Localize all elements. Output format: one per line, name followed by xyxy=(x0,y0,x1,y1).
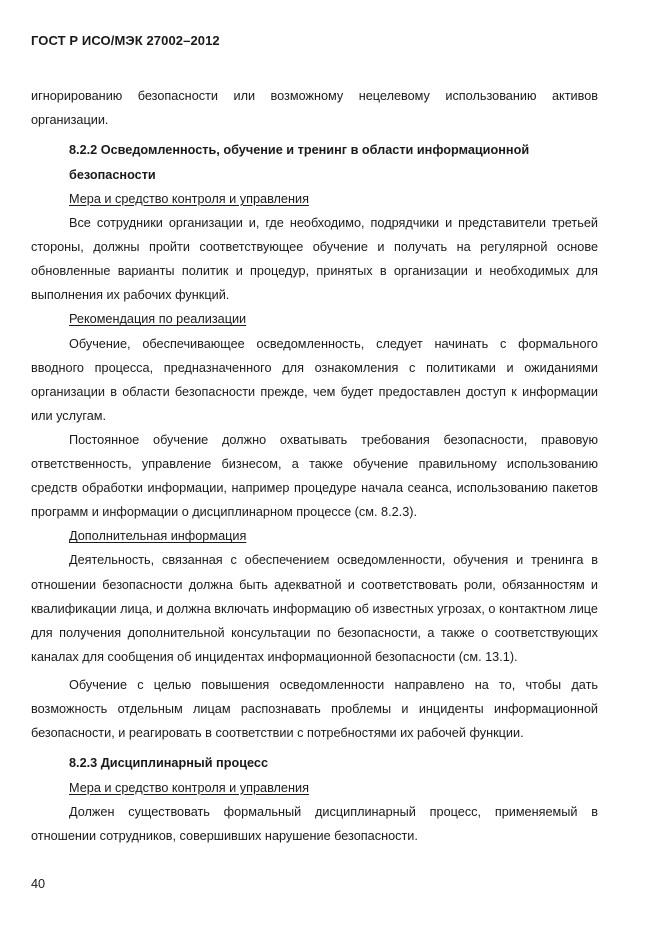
other-information-paragraph-2: Обучение с целью повышения осведомленности направлено на то, чтобы дать возможность отдельным лицам распознавать проблемы и инциденты информационной безопасности, и реагировать в соответствии с потребностями их рабочей функции. xyxy=(31,677,598,741)
control-measure-text-8-2-3: Должен существовать формальный дисциплинарный процесс, применяемый в отношении сотрудников, совершивших нарушение безопасности. xyxy=(31,804,598,843)
control-measure-label-8-2-3: Мера и средство контроля и управления xyxy=(69,780,309,795)
document-header: ГОСТ Р ИСО/МЭК 27002–2012 xyxy=(31,33,220,48)
control-measure-label: Мера и средство контроля и управления xyxy=(69,192,309,206)
guidance-paragraph-1: Обучение, обеспечивающее осведомленность, следует начинать с формального вводного процесса, предназначенного для ознакомления с политиками и ожиданиями организации в области безопасности прежде, чем будет предоставлен доступ к информации или услугам. xyxy=(31,336,598,423)
section-8-2-3-heading: 8.2.3 Дисциплинарный процесс xyxy=(69,756,269,771)
implementation-guidance-label: Рекомендация по реализации xyxy=(69,312,247,327)
section-8-2-2-heading: 8.2.2 Осведомленность, обучение и тренинг в области информационной безопасности xyxy=(69,143,530,182)
other-information-label: Дополнительная информация xyxy=(69,529,247,544)
paragraph-intro: игнорированию безопасности или возможному нецелевому использованию активов организации. xyxy=(31,89,598,128)
guidance-paragraph-2: Постоянное обучение должно охватывать требования безопасности, правовую ответственность, управление бизнесом, а также обучение правильному использованию средств обработки информации, например процедуре начала сеанса, использованию пакетов программ и информации о дисциплинарном процессе (см. 8.2.3). xyxy=(31,432,598,520)
page-number: 40 xyxy=(31,877,46,891)
control-measure-text: Все сотрудники организации и, где необходимо, подрядчики и представители третьей стороны, должны пройти соответствующее обучение и получать на регулярной основе обновленные варианты политик и процедур, принятых в организации и необходимых для выполнения их рабочих функций. xyxy=(31,216,598,303)
other-information-paragraph-1: Деятельность, связанная с обеспечением осведомленности, обучения и тренинга в отношении безопасности должна быть адекватной и соответствовать роли, обязанностям и квалификации лица, и должна включать информацию об известных угрозах, о контактном лице для получения дополнительной консультации по безопасности, а также о соответствующих каналах для сообщения об инцидентах информационной безопасности (см. 13.1). xyxy=(31,553,598,664)
document-body xyxy=(31,84,598,848)
